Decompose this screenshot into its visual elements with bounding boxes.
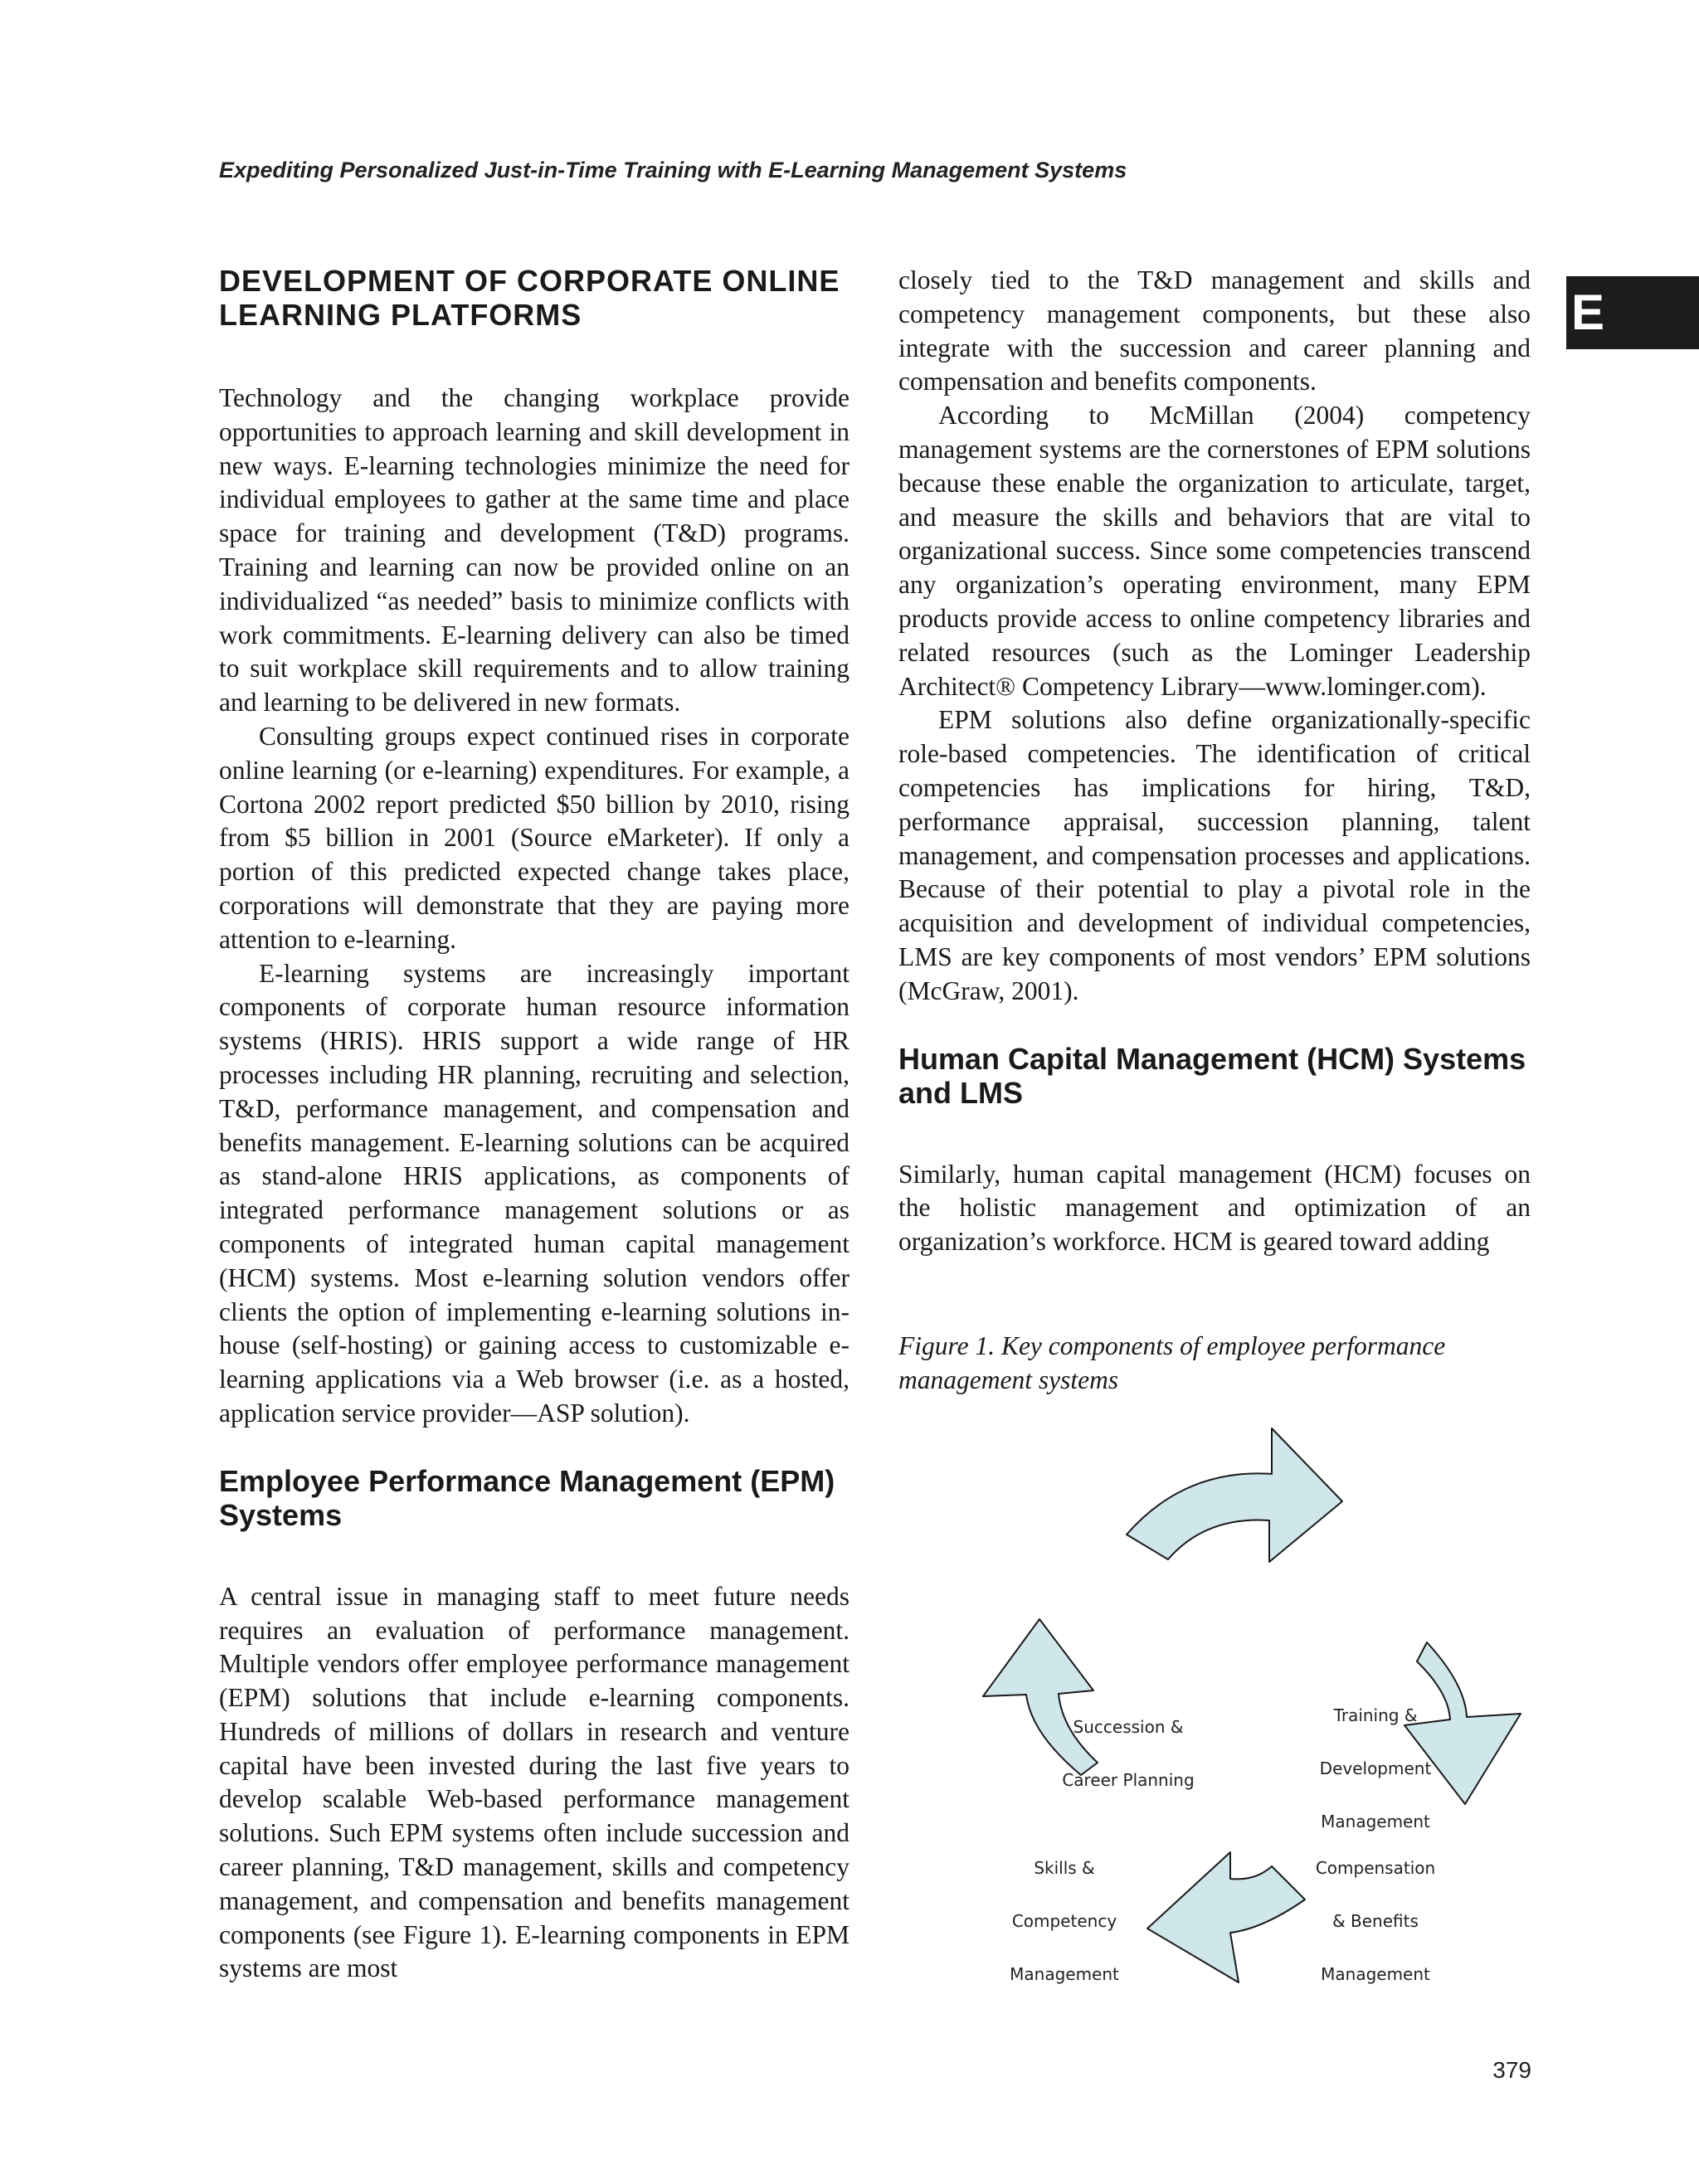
- node-line: Development: [1319, 1758, 1432, 1778]
- paragraph: EPM solutions also define organizationally-specific role-based competencies. The identification of critical competencies has implications for hiring, T&D, performance appraisal, succession planning, talent management, and compensation processes and applications. Because of their potential to play a pivotal role in the acquisition and development of individual competencies, LMS are key components of most vendors’ EPM solutions (McGraw, 2001).: [898, 705, 1531, 1005]
- node-skills-competency: [965, 1841, 1164, 2001]
- paragraph: closely tied to the T&D management and skills and competency management components, but these also integrate with the succession and career planning and compensation and benefits components.: [898, 265, 1531, 396]
- node-line: Management: [1010, 1964, 1119, 1984]
- node-line: Management: [1321, 1812, 1430, 1831]
- section-tab: E: [1566, 276, 1699, 349]
- paragraph: Consulting groups expect continued rises in corporate online learning (or e-learning) expenditures. For example, a Cortona 2002 report predicted $50 billion by 2010, rising from $5 billion in 2001 (Source eMarketer). If only a portion of this predicted expected change takes place, corporations will demonstrate that they are paying more attention to e-learning.: [219, 721, 850, 954]
- left-column: [219, 264, 850, 1986]
- subheading-epm: Employee Performance Management (EPM) Systems: [219, 1463, 835, 1532]
- page-number: 379: [1492, 2057, 1531, 2083]
- node-line: Training &: [1333, 1705, 1418, 1725]
- paragraph: Technology and the changing workplace provide opportunities to approach learning and skill development in new ways. E-learning technologies minimize the need for individual employees to gather at the same time and place space for training and development (T&D) programs. Training and learning can now be provided online on an individualized “as needed” basis to minimize conflicts with work commitments. E-learning delivery can also be timed to suit workplace skill requirements and to allow training and learning to be delivered in new formats.: [219, 383, 850, 717]
- node-line: Skills &: [1034, 1858, 1095, 1878]
- right-column: [898, 264, 1531, 1397]
- arrow-top: [1127, 1428, 1342, 1562]
- section-heading: DEVELOPMENT OF CORPORATE ONLINE LEARNING PLATFORMS: [219, 264, 840, 332]
- node-line: Management: [1321, 1964, 1430, 1984]
- node-line: Compensation: [1315, 1858, 1436, 1878]
- figure-caption: Figure 1. Key components of employee performance management systems: [898, 1330, 1446, 1394]
- paragraph: A central issue in managing staff to meet future needs requires an evaluation of performance management. Multiple vendors offer employee performance management (EPM) solutions that include e-learning components. Hundreds of millions of dollars in research and venture capital have been invested during the last five years to develop scalable Web-based performance management solutions. Such EPM systems often include succession and career planning, T&D management, skills and competency management, and compensation and benefits management components (see Figure 1). E-learning components in EPM systems are most: [219, 1581, 850, 1983]
- running-title: Expediting Personalized Just-in-Time Training with E-Learning Management Systems: [219, 158, 1127, 182]
- subheading-hcm: Human Capital Management (HCM) Systems and LMS: [898, 1041, 1526, 1110]
- node-line: Succession &: [1073, 1717, 1184, 1737]
- paragraph: E-learning systems are increasingly important components of corporate human resource information systems (HRIS). HRIS support a wide range of HR processes including HR planning, recruiting and selection, T&D, performance management, and compensation and benefits management. E-learning solutions can be acquired as stand-alone HRIS applications, as components of integrated performance management solutions or as components of integrated human capital management (HCM) systems. Most e-learning solution vendors offer clients the option of implementing e-learning solutions in-house (self-hosting) or gaining access to customizable e-learning applications via a Web browser (i.e. as a hosted, application service provider—ASP solution).: [219, 958, 850, 1428]
- node-line: Competency: [1011, 1911, 1117, 1931]
- paragraph: Similarly, human capital management (HCM) focuses on the holistic management and optimization of an organization’s workforce. HCM is geared toward adding: [898, 1159, 1531, 1257]
- node-succession-career: [1029, 1700, 1228, 1807]
- figure-epm-cycle: [898, 1410, 1531, 2041]
- paragraph: According to McMillan (2004) competency management systems are the cornerstones of EPM solutions because these enable the organization to articulate, target, and measure the skills and behaviors that are vital to organizational success. Since some competencies transcend any organization’s operating environment, many EPM products provide access to online competency libraries and related resources (such as the Lominger Leadership Architect® Competency Library—www.lominger.com).: [898, 401, 1531, 701]
- node-training-development: [1276, 1689, 1475, 1848]
- node-compensation-benefits: [1276, 1841, 1475, 2001]
- node-line: Career Planning: [1062, 1770, 1195, 1790]
- node-line: & Benefits: [1332, 1911, 1419, 1931]
